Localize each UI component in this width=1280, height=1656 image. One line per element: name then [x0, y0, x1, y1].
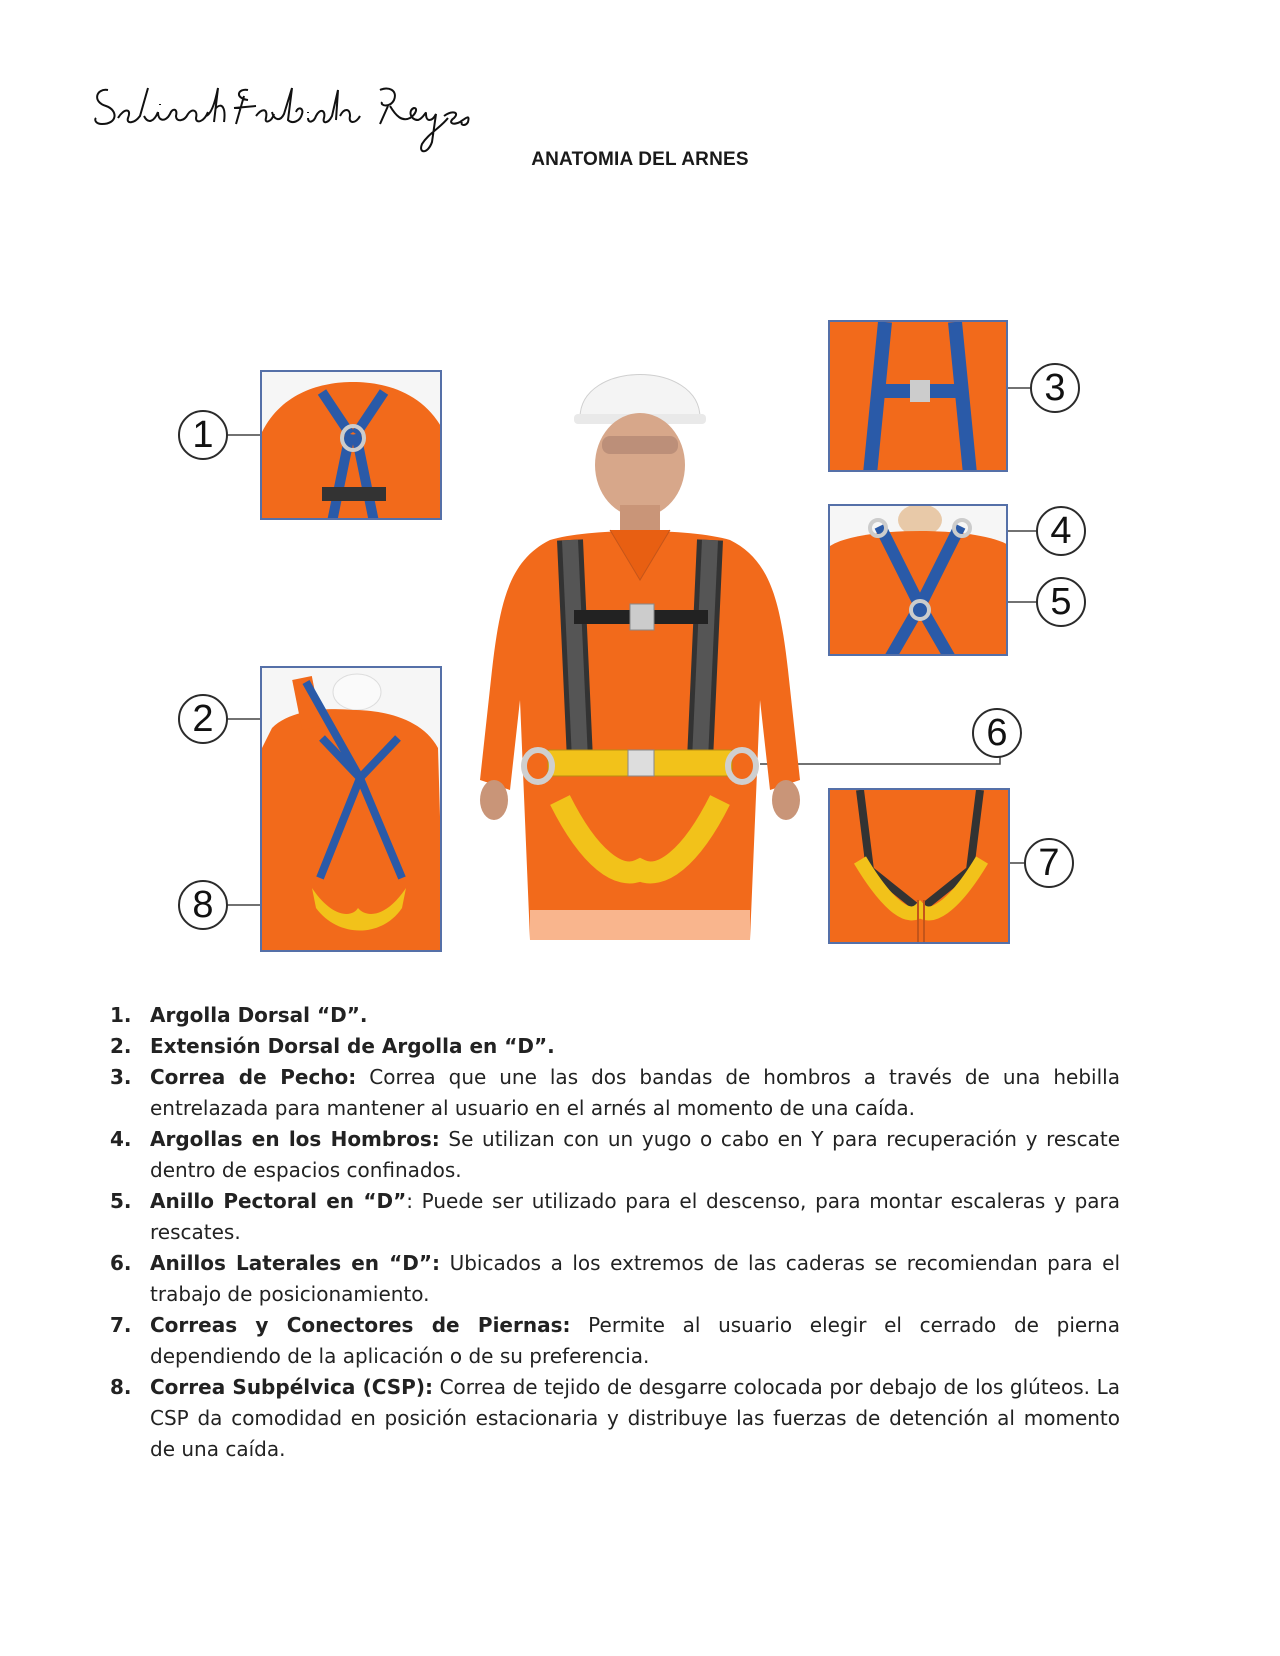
- item-number: 5.: [110, 1189, 132, 1213]
- page-title: ANATOMIA DEL ARNES: [531, 149, 749, 170]
- list-item: [110, 1031, 1120, 1062]
- worker-wearing-harness: [470, 340, 810, 940]
- item-number: 2.: [110, 1034, 132, 1058]
- callout-3: 3: [1030, 363, 1080, 413]
- item-description: Ubicados a los extremos de las caderas se recomiendan para el trabajo de posicionamiento.: [150, 1251, 1120, 1306]
- callout-7: 7: [1024, 838, 1074, 888]
- item-number: 4.: [110, 1127, 132, 1151]
- item-term: Argolla Dorsal “D”.: [150, 1003, 368, 1027]
- item-number: 3.: [110, 1065, 132, 1089]
- item-term: Extensión Dorsal de Argolla en “D”.: [150, 1034, 555, 1058]
- item-term: Anillo Pectoral en “D”: [150, 1189, 407, 1213]
- callout-4: 4: [1036, 506, 1086, 556]
- item-number: 8.: [110, 1375, 132, 1399]
- handwritten-signature: [88, 68, 488, 158]
- list-item: [110, 1310, 1120, 1372]
- harness-anatomy-figure: [0, 300, 1280, 1000]
- item-number: 1.: [110, 1003, 132, 1027]
- harness-parts-list: [110, 1000, 1120, 1465]
- item-term: Correas y Conectores de Piernas:: [150, 1313, 571, 1337]
- inset-dorsal-extension: [260, 666, 442, 952]
- list-item: [110, 1186, 1120, 1248]
- item-term: Anillos Laterales en “D”:: [150, 1251, 441, 1275]
- list-item: [110, 1000, 1120, 1031]
- callout-5: 5: [1036, 577, 1086, 627]
- callout-1: 1: [178, 410, 228, 460]
- list-item: [110, 1124, 1120, 1186]
- list-item: [110, 1062, 1120, 1124]
- callout-8: 8: [178, 880, 228, 930]
- list-item: [110, 1372, 1120, 1465]
- item-term: Correa de Pecho:: [150, 1065, 357, 1089]
- inset-leg-straps: [828, 788, 1010, 944]
- item-description: Correa que une las dos bandas de hombros a través de una hebilla entrelazada para mantener al usuario en el arnés al momento de una caída.: [150, 1065, 1120, 1120]
- item-term: Correa Subpélvica (CSP):: [150, 1375, 433, 1399]
- item-description: : Puede ser utilizado para el descenso, para montar escaleras y para rescates.: [150, 1189, 1121, 1244]
- item-description: Correa de tejido de desgarre colocada por debajo de los glúteos. La CSP da comodidad en posición estacionaria y distribuye las fuerzas de detención al momento de una caída.: [150, 1375, 1120, 1461]
- callout-2: 2: [178, 694, 228, 744]
- list-item: [110, 1248, 1120, 1310]
- callout-6: 6: [972, 708, 1022, 758]
- item-term: Argollas en los Hombros:: [150, 1127, 440, 1151]
- item-description: Se utilizan con un yugo o cabo en Y para recuperación y rescate dentro de espacios confinados.: [150, 1127, 1121, 1182]
- item-description: Permite al usuario elegir el cerrado de pierna dependiendo de la aplicación o de su preferencia.: [150, 1313, 1120, 1368]
- item-number: 7.: [110, 1313, 132, 1337]
- inset-chest-strap: [828, 320, 1008, 472]
- item-number: 6.: [110, 1251, 132, 1275]
- inset-dorsal-d-ring: [260, 370, 442, 520]
- inset-shoulder-and-chest-rings: [828, 504, 1008, 656]
